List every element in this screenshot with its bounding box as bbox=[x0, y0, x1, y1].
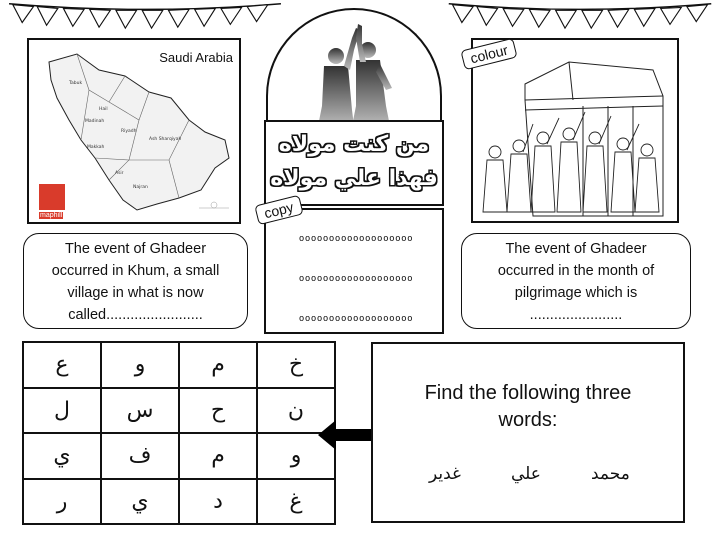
hadith-line-2: فهذا علي مولاه bbox=[270, 166, 438, 191]
copy-tag: copy bbox=[254, 195, 303, 225]
svg-text:Makkah: Makkah bbox=[87, 145, 105, 150]
svg-text:Ash Sharqiyah: Ash Sharqiyah bbox=[149, 137, 182, 142]
svg-text:Asir: Asir bbox=[115, 171, 124, 176]
bubble-right-line-1: The event of Ghadeer bbox=[505, 241, 647, 257]
bunting-left bbox=[0, 0, 290, 30]
ghadeer-month-question[interactable] bbox=[461, 233, 691, 329]
maphill-logo-text: maphill bbox=[40, 212, 63, 219]
word-muhammad: محمد bbox=[591, 464, 630, 484]
bubble-left-line-2: occurred in Khum, a small bbox=[51, 263, 220, 279]
bubble-left-line-3: village in what is now bbox=[67, 285, 204, 301]
two-figures-silhouette bbox=[268, 10, 440, 126]
svg-text:Najran: Najran bbox=[133, 185, 148, 190]
svg-text:Riyadh: Riyadh bbox=[121, 129, 137, 134]
grid-cell[interactable]: ر bbox=[23, 479, 101, 525]
word-ali: علي bbox=[511, 464, 541, 484]
grid-cell[interactable]: ي bbox=[101, 479, 179, 525]
hadith-line-1: من كنت مولاه bbox=[278, 132, 430, 157]
svg-text:Tabuk: Tabuk bbox=[69, 81, 83, 86]
word-search-grid[interactable] bbox=[22, 341, 336, 525]
grid-cell[interactable]: ن bbox=[257, 388, 335, 434]
grid-cell[interactable]: ف bbox=[101, 433, 179, 479]
grid-cell[interactable]: ل bbox=[23, 388, 101, 434]
find-title-line-1: Find the following three bbox=[424, 382, 632, 404]
svg-text:Madinah: Madinah bbox=[85, 119, 105, 124]
bubble-right-line-2: occurred in the month of bbox=[497, 263, 655, 279]
silhouette-arch bbox=[266, 8, 442, 126]
grid-cell[interactable]: خ bbox=[257, 342, 335, 388]
bubble-right-line-3: pilgrimage which is bbox=[514, 285, 638, 301]
grid-cell[interactable]: م bbox=[179, 433, 257, 479]
bubble-left-line-1: The event of Ghadeer bbox=[64, 241, 207, 257]
kaaba-colouring-panel[interactable] bbox=[471, 38, 679, 223]
bubble-left-line-4[interactable]: called........................ bbox=[68, 307, 203, 323]
map-title: Saudi Arabia bbox=[159, 50, 233, 65]
grid-cell[interactable]: و bbox=[257, 433, 335, 479]
copy-tracing-box[interactable] bbox=[264, 208, 444, 334]
find-words-box bbox=[371, 342, 685, 523]
svg-text:Hail: Hail bbox=[99, 107, 108, 112]
tracing-row-1[interactable]: ooooooooooooooooooo bbox=[298, 234, 414, 244]
grid-cell[interactable]: غ bbox=[257, 479, 335, 525]
saudi-map-panel bbox=[27, 38, 241, 224]
grid-cell[interactable]: و bbox=[101, 342, 179, 388]
grid-cell[interactable]: ح bbox=[179, 388, 257, 434]
grid-cell[interactable]: ع bbox=[23, 342, 101, 388]
bubble-right-line-4[interactable]: ....................... bbox=[529, 307, 623, 323]
grid-cell[interactable]: ي bbox=[23, 433, 101, 479]
ghadeer-location-question[interactable] bbox=[23, 233, 248, 329]
find-title-line-2: words: bbox=[498, 409, 558, 431]
grid-cell[interactable]: م bbox=[179, 342, 257, 388]
find-words-title bbox=[373, 380, 683, 434]
bunting-right bbox=[440, 0, 720, 30]
maphill-logo bbox=[39, 184, 65, 210]
hadith-arabic-box bbox=[264, 120, 444, 206]
tracing-row-2[interactable]: ooooooooooooooooooo bbox=[298, 274, 414, 284]
kaaba-pilgrims-drawing[interactable] bbox=[473, 40, 677, 221]
colour-tag: colour bbox=[460, 38, 517, 71]
grid-cell[interactable]: د bbox=[179, 479, 257, 525]
word-ghadeer: غدير bbox=[429, 464, 461, 484]
grid-cell[interactable]: س bbox=[101, 388, 179, 434]
tracing-row-3[interactable]: ooooooooooooooooooo bbox=[298, 314, 414, 324]
